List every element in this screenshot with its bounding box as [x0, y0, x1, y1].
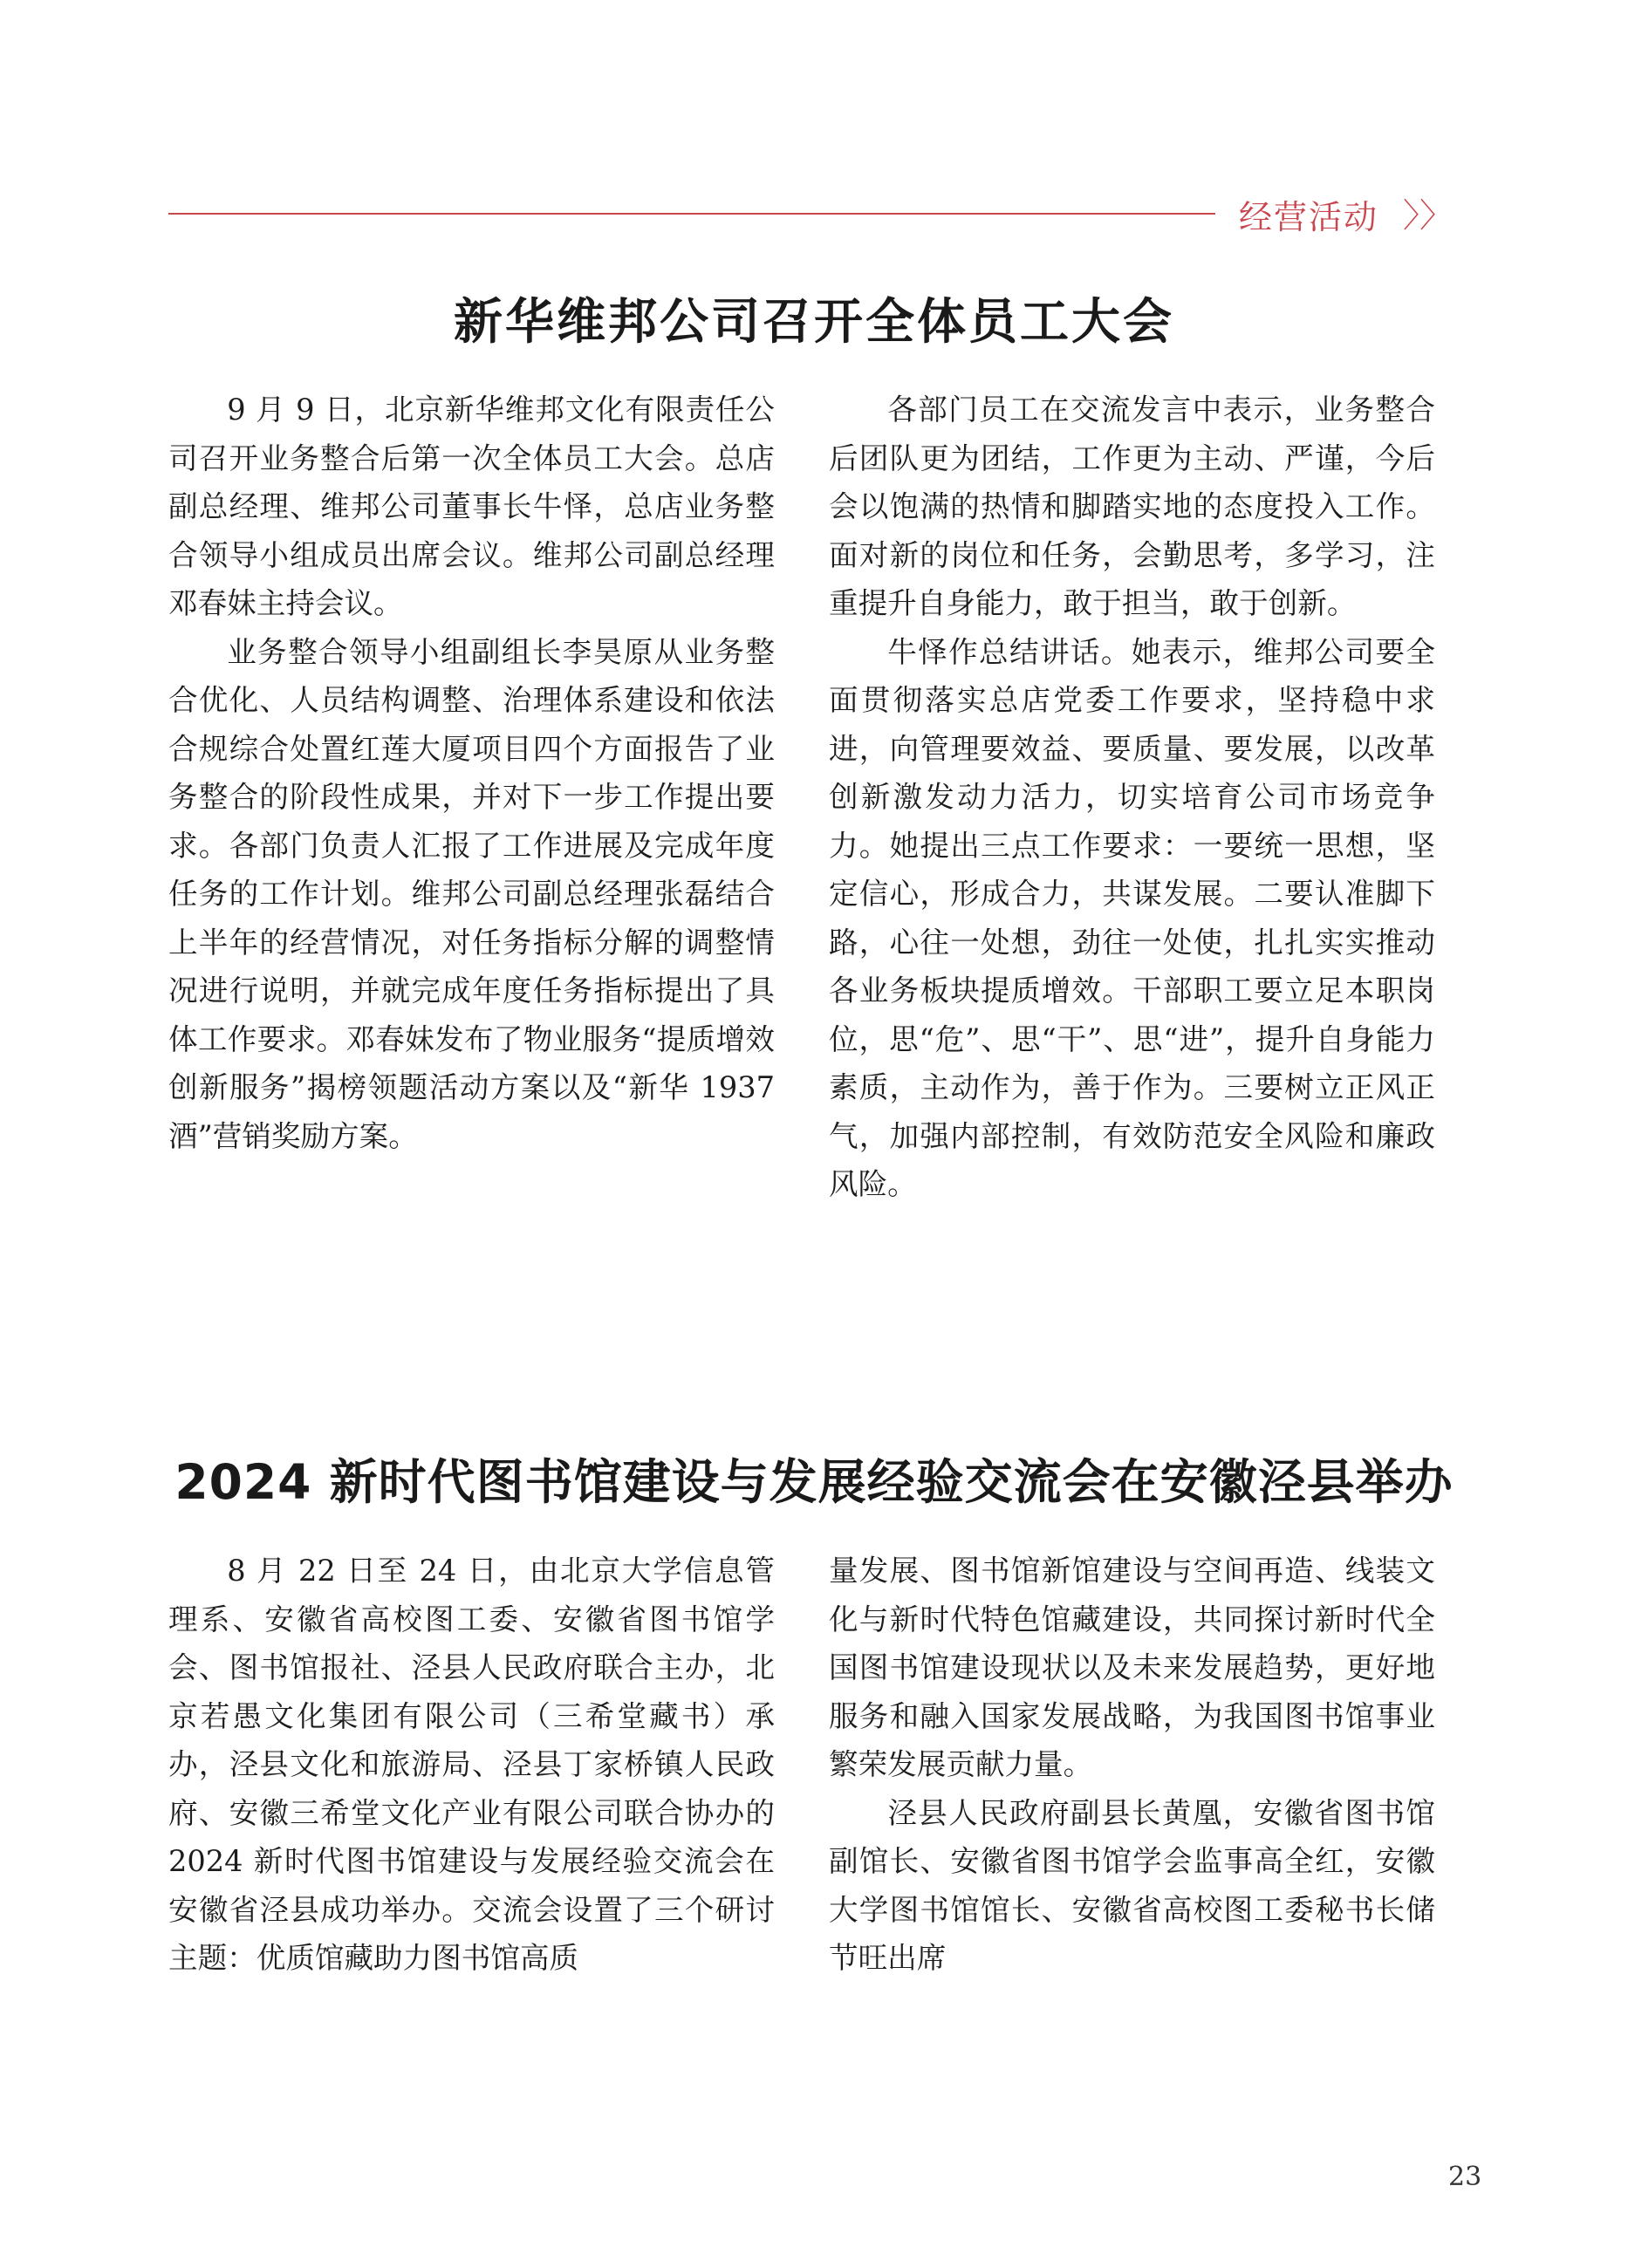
section-label: 经营活动 [1239, 198, 1379, 236]
paragraph: 8 月 22 日至 24 日，由北京大学信息管理系、安徽省高校图工委、安徽省图书馆学会、图书馆报社、泾县人民政府联合主办，北京若愚文化集团有限公司（三希堂藏书）承办，泾县文化和旅游局、泾县丁家桥镇人民政府、安徽三希堂文化产业有限公司联合协办的 2024 新时代图书馆建设与发展经验交流会在安徽省泾县成功举办。交流会设置了三个研讨主题：优质馆藏助力图书馆高质 [168, 1554, 775, 1975]
article-column-right [829, 1547, 1435, 1983]
article-column-left [168, 386, 775, 1160]
article-title: 2024 新时代图书馆建设与发展经验交流会在安徽泾县举办 [174, 1454, 1454, 1510]
article-column-left [168, 1547, 775, 1983]
header-rule [168, 213, 1215, 215]
chevron-right-icon: 〉〉 [1403, 196, 1454, 235]
paragraph: 9 月 9 日，北京新华维邦文化有限责任公司召开业务整合后第一次全体员工大会。总店副总经理、维邦公司董事长牛怿，总店业务整合领导小组成员出席会议。维邦公司副总经理邓春妹主持会议。 [168, 393, 775, 620]
paragraph: 业务整合领导小组副组长李昊原从业务整合优化、人员结构调整、治理体系建设和依法合规综合处置红莲大厦项目四个方面报告了业务整合的阶段性成果，并对下一步工作提出要求。各部门负责人汇报了工作进展及完成年度任务的工作计划。维邦公司副总经理张磊结合上半年的经营情况，对任务指标分解的调整情况进行说明，并就完成年度任务指标提出了具体工作要求。邓春妹发布了物业服务“提质增效 创新服务”揭榜领题活动方案以及“新华 1937 酒”营销奖励方案。 [168, 634, 775, 1153]
article-column-right [829, 386, 1435, 1209]
paragraph: 各部门员工在交流发言中表示，业务整合后团队更为团结，工作更为主动、严谨，今后会以饱满的热情和脚踏实地的态度投入工作。面对新的岗位和任务，会勤思考，多学习，注重提升自身能力，敢于担当，敢于创新。 [829, 393, 1435, 620]
paragraph: 泾县人民政府副县长黄凰，安徽省图书馆副馆长、安徽省图书馆学会监事高全红，安徽大学图书馆馆长、安徽省高校图工委秘书长储节旺出席 [829, 1795, 1435, 1975]
paragraph-continued: 量发展、图书馆新馆建设与空间再造、线装文化与新时代特色馆藏建设，共同探讨新时代全国图书馆建设现状以及未来发展趋势，更好地服务和融入国家发展战略，为我国图书馆事业繁荣发展贡献力量。 [829, 1554, 1435, 1781]
page-number: 23 [1448, 2162, 1482, 2192]
article-title: 新华维邦公司召开全体员工大会 [454, 294, 1174, 351]
paragraph: 牛怿作总结讲话。她表示，维邦公司要全面贯彻落实总店党委工作要求，坚持稳中求进，向管理要效益、要质量、要发展，以改革创新激发动力活力，切实培育公司市场竞争力。她提出三点工作要求：一要统一思想，坚定信心，形成合力，共谋发展。二要认准脚下路，心往一处想，劲往一处使，扎扎实实推动各业务板块提质增效。干部职工要立足本职岗位，思“危”、思“干”、思“进”，提升自身能力素质，主动作为，善于作为。三要树立正风正气，加强内部控制，有效防范安全风险和廉政风险。 [829, 634, 1435, 1201]
